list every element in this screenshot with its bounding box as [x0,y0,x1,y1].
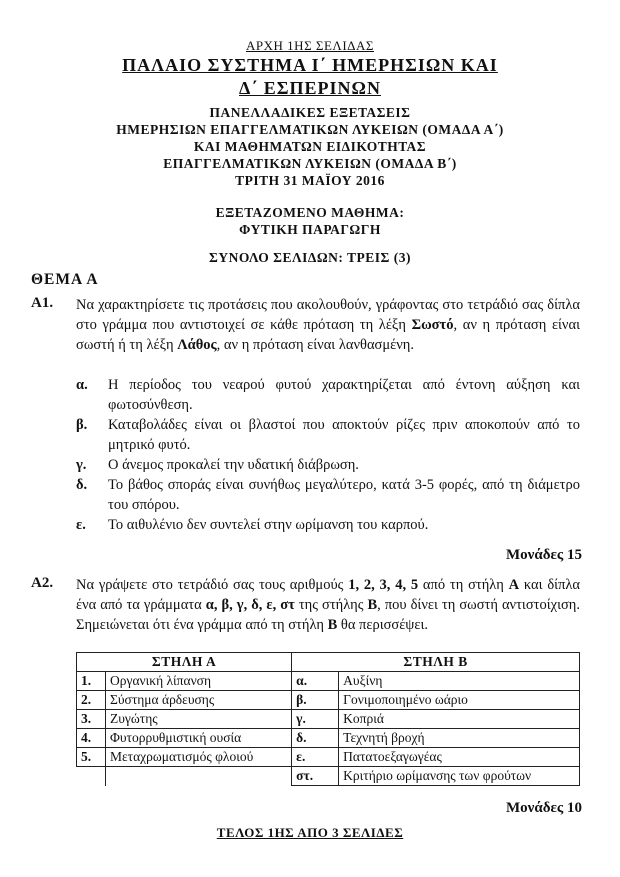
word-wrong: Λάθος [177,337,217,353]
row-number [77,767,106,786]
column-b-cell: Κοπριά [339,710,580,729]
exam-info-block [0,104,620,189]
question-a1-text [76,295,580,355]
exam-date: ΤΡΙΤΗ 31 ΜΑΪΟΥ 2016 [235,173,385,188]
row-number: 5. [77,748,106,767]
list-item [76,375,580,415]
list-item [76,515,580,535]
word-correct: Σωστό [411,317,454,333]
page-end-marker: ΤΕΛΟΣ 1ΗΣ ΑΠΟ 3 ΣΕΛΙΔΕΣ [216,825,404,840]
exam-system-title [0,54,620,100]
table-row [77,710,580,729]
text-fragment: της στήλης [294,597,368,613]
text-fragment: Να χαρακτηρίσετε τις προτάσεις που ακολουθούν, γράφοντας στο τετράδιό σας δίπλα στο γράμμα που αντιστοιχεί σε κάθε πρόταση τη λέξη [76,297,580,333]
list-item [76,415,580,455]
row-number: 3. [77,710,106,729]
column-a-cell [106,767,292,786]
item-text: Η περίοδος του νεαρού φυτού χαρακτηρίζεται από έντονη αύξηση και φωτοσύνθεση. [108,377,580,413]
question-a1-number: Α1. [31,295,54,311]
item-text: Καταβολάδες είναι οι βλαστοί που αποκτούν ρίζες πριν αποκοπούν από το μητρικό φυτό. [108,417,580,453]
table-row [77,672,580,691]
title-line-1: ΠΑΛΑΙΟ ΣΥΣΤΗΜΑ Ι΄ ΗΜΕΡΗΣΙΩΝ ΚΑΙ [122,55,498,75]
column-a-ref: Α [508,577,520,593]
letters-emphasis: α, β, γ, δ, ε, στ [205,597,295,613]
item-label: δ. [76,477,88,493]
table-row [77,691,580,710]
item-text: Ο άνεμος προκαλεί την υδατική διάβρωση. [108,457,359,473]
text-fragment: , που δίνει τη σωστή αντιστοίχιση. Σημειώνεται ότι ένα γράμμα από τη στήλη [76,597,580,633]
column-a-cell: Σύστημα άρδευσης [106,691,292,710]
column-b-cell: Αυξίνη [339,672,580,691]
numbers-emphasis: 1, 2, 3, 4, 5 [348,577,419,593]
question-a2-number: Α2. [31,575,54,591]
page-start-marker: ΑΡΧΗ 1ΗΣ ΣΕΛΙΔΑΣ [246,38,374,53]
text-fragment: , αν η πρόταση είναι λανθασμένη. [216,337,415,353]
row-number: 2. [77,691,106,710]
row-letter: γ. [292,710,339,729]
table-row [77,729,580,748]
section-heading: ΘΕΜΑ Α [31,271,99,288]
row-letter: α. [292,672,339,691]
column-a-cell: Μεταχρωματισμός φλοιού [106,748,292,767]
column-b-ref: Β [327,617,338,633]
table-row [77,748,580,767]
subject-block [0,204,620,238]
column-b-ref: Β [367,597,378,613]
column-a-cell: Ζυγώτης [106,710,292,729]
subject-label: ΕΞΕΤΑΖΟΜΕΝΟ ΜΑΘΗΜΑ: [215,205,405,220]
exam-line: ΕΠΑΓΓΕΛΜΑΤΙΚΩΝ ΛΥΚΕΙΩΝ (ΟΜΑΔΑ Β΄) [163,156,457,171]
item-label: γ. [76,457,87,473]
row-letter: β. [292,691,339,710]
row-letter: ε. [292,748,339,767]
item-text: Το αιθυλένιο δεν συντελεί στην ωρίμανση του καρπού. [108,517,429,533]
text-fragment: από τη στήλη [418,577,509,593]
column-b-cell: Πατατοεξαγωγέας [339,748,580,767]
table-row [77,767,580,786]
row-letter: στ. [292,767,339,786]
list-item [76,475,580,515]
exam-line: ΠΑΝΕΛΛΑΔΙΚΕΣ ΕΞΕΤΑΣΕΙΣ [209,105,411,120]
table-header-row [77,653,580,672]
text-fragment: Να γράψετε στο τετράδιό σας τους αριθμούς [76,577,349,593]
column-a-header: ΣΤΗΛΗ Α [77,653,292,672]
matching-table [76,652,580,786]
text-fragment: , αν η πρόταση είναι σωστή ή τη λέξη [76,317,580,353]
item-label: ε. [76,517,86,533]
subject-name: ΦΥΤΙΚΗ ΠΑΡΑΓΩΓΗ [239,222,381,237]
column-a-cell: Οργανική λίπανση [106,672,292,691]
column-b-cell: Κριτήριο ωρίμανσης των φρούτων [339,767,580,786]
title-line-2: Δ΄ ΕΣΠΕΡΙΝΩΝ [239,78,381,98]
item-label: α. [76,377,88,393]
column-b-cell: Γονιμοποιημένο ωάριο [339,691,580,710]
item-text: Το βάθος σποράς είναι συνήθως μεγαλύτερο, κατά 3-5 φορές, από τη διάμετρο του σπόρου. [108,477,580,513]
column-b-cell: Τεχνητή βροχή [339,729,580,748]
list-item [76,455,580,475]
total-pages: ΣΥΝΟΛΟ ΣΕΛΙΔΩΝ: ΤΡΕΙΣ (3) [209,250,411,265]
text-fragment: θα περισσέψει. [337,617,429,633]
row-letter: δ. [292,729,339,748]
column-a-cell: Φυτορρυθμιστική ουσία [106,729,292,748]
item-label: β. [76,417,88,433]
column-b-header: ΣΤΗΛΗ Β [292,653,580,672]
marks-a2: Μονάδες 10 [505,800,582,816]
exam-line: ΚΑΙ ΜΑΘΗΜΑΤΩΝ ΕΙΔΙΚΟΤΗΤΑΣ [193,139,427,154]
question-a1-items [76,375,580,535]
row-number: 4. [77,729,106,748]
marks-a1: Μονάδες 15 [505,547,582,563]
exam-line: ΗΜΕΡΗΣΙΩΝ ΕΠΑΓΓΕΛΜΑΤΙΚΩΝ ΛΥΚΕΙΩΝ (ΟΜΑΔΑ Α΄) [116,122,504,137]
row-number: 1. [77,672,106,691]
text-fragment: και δίπλα ένα από τα γράμματα [76,577,581,613]
question-a2-text [76,575,580,635]
